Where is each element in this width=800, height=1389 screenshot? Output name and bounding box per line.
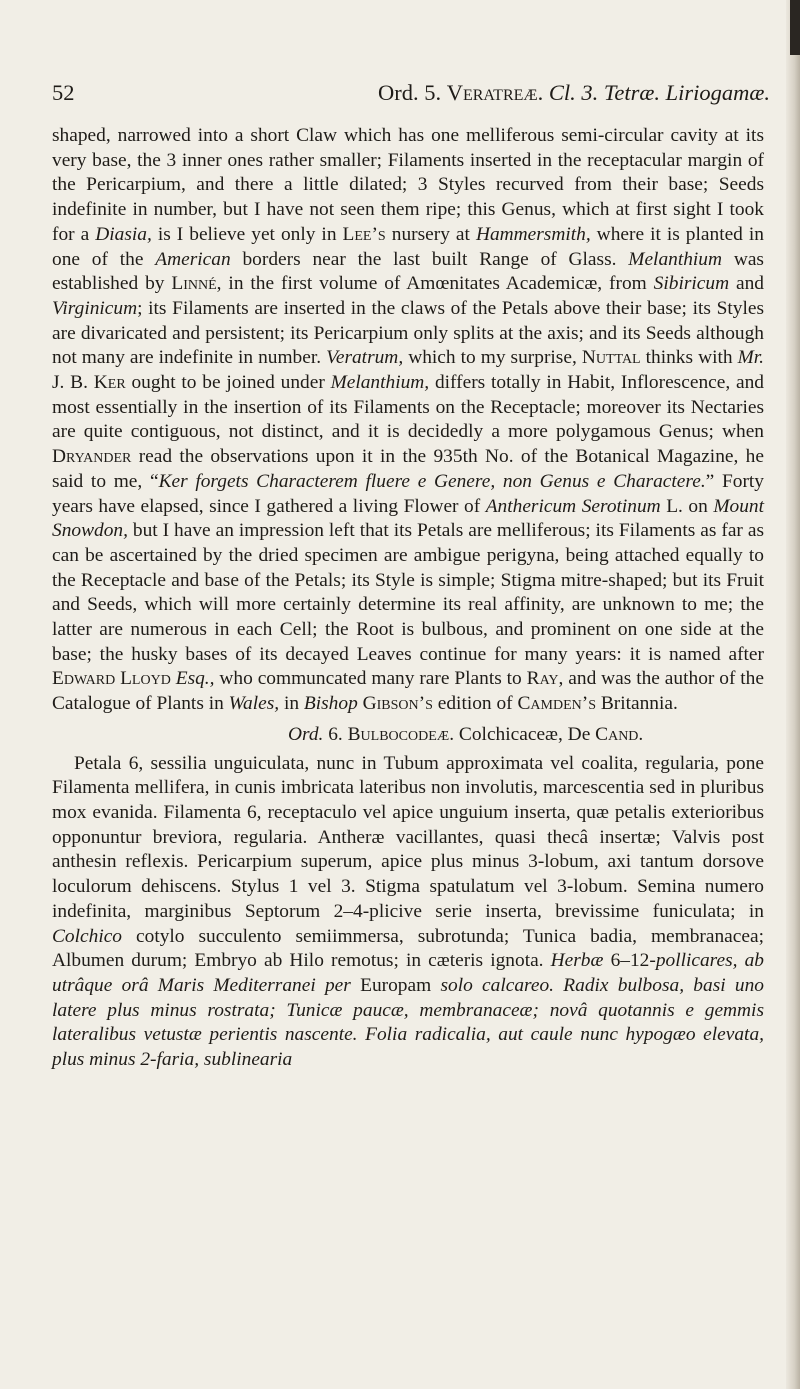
text-run: Nuttal bbox=[581, 347, 641, 369]
text-run: Bishop bbox=[303, 693, 358, 715]
text-run: but I have an impression left that its Petals are melliferous; its Filaments as far as can be ascertained by the dried specimen are ambigue perigyna, being attached equally to the Receptacle and base of the Petals; its Style is simple; Stigma mitre-shaped; but its Fruit and Seeds, which will more certainly determine its real affinity, are unknown to me; the latter are numerous in each Cell; the Root is bulbous, and prominent on one side at the base; the husky bases of its decayed Leaves continue for many years: it is named after bbox=[52, 520, 764, 665]
text-run: Cand. bbox=[595, 723, 644, 745]
text-run: Wales, bbox=[228, 693, 280, 715]
running-header bbox=[52, 80, 770, 120]
text-run: Colchicaceæ, De bbox=[454, 723, 596, 745]
text-run: where it is planted in one of the bbox=[52, 223, 764, 270]
text-run: Europam bbox=[350, 974, 441, 996]
text-run: Mr. bbox=[737, 347, 764, 369]
text-run: and bbox=[729, 273, 764, 295]
page-edge-shadow bbox=[790, 0, 800, 55]
text-run: who communcated many rare Plants to bbox=[214, 668, 527, 690]
text-run: Mount Snowdon, bbox=[52, 495, 764, 542]
text-run: nursery at bbox=[385, 223, 476, 245]
page-number: 52 bbox=[52, 80, 75, 105]
text-run: American bbox=[155, 248, 231, 270]
text-run: borders near the last built Range of Glass. bbox=[230, 248, 629, 270]
header-order: Ord. 5. bbox=[377, 80, 442, 105]
text-run: which to my surprise, bbox=[403, 347, 582, 369]
text-run: Lee’s bbox=[342, 223, 386, 245]
order-heading bbox=[52, 723, 764, 748]
text-run: Linné, bbox=[171, 273, 222, 295]
text-run: and was the author of the Catalogue of Plants in bbox=[52, 668, 764, 715]
text-run: Colchico bbox=[52, 925, 123, 947]
text-run: J. B. bbox=[52, 372, 94, 394]
text-run: Dryander bbox=[52, 446, 132, 468]
text-run: Melanthium, bbox=[330, 372, 430, 394]
text-run: shaped, narrowed into a short Claw which has one melliferous semi-circular cavity at its very base, the 3 inner ones rather smaller; Filaments inserted in the receptacular margin of the Pericarpium, and there a little dilated; 3 Styles recurved from their base; Seeds indefinite in number, but I have not seen them ripe; this Genus, which at first sight I took for a bbox=[52, 125, 764, 245]
text-run: in the first volume of Amœnitates Academicæ, from bbox=[221, 273, 654, 295]
header-title bbox=[378, 80, 770, 106]
text-run: Gibson’s bbox=[362, 693, 433, 715]
text-run: thinks with bbox=[640, 347, 738, 369]
header-family: Veratreæ. bbox=[446, 80, 544, 105]
text-run: Virginicum bbox=[52, 297, 138, 319]
body-text bbox=[52, 124, 764, 1073]
text-run: was established by bbox=[52, 248, 764, 295]
text-run: ; its Filaments are inserted in the claws of the Petals above their base; its Styles are divaricated and persistent; its Pericarpium only splits at the axis; and its Seeds although not many are indefinite in number. bbox=[52, 297, 764, 369]
text-run: Edward Lloyd bbox=[52, 668, 171, 690]
text-run: ought to be joined under bbox=[125, 372, 331, 394]
text-run: cotylo succulento semiimmersa, subrotunda; Tunica badia, membranacea; Albumen durum; Embryo ab Hilo remotus; in cæteris ignota. bbox=[52, 925, 764, 972]
text-run: Hammersmith, bbox=[475, 223, 591, 245]
text-run: Herbæ bbox=[550, 950, 604, 972]
text-run: 6. bbox=[323, 723, 348, 745]
text-run: differs totally in Habit, Inflorescence, and most essentially in the insertion of its Filaments on the Receptacle; moreover its Nectaries are quite contiguous, not distinct, and it is decidedly a more polygamous Genus; when bbox=[52, 372, 764, 443]
page-edge bbox=[786, 0, 800, 1389]
text-run: Diasia, bbox=[95, 223, 152, 245]
text-run: Ord. bbox=[288, 723, 324, 745]
text-run: Melanthium bbox=[628, 248, 723, 270]
text-run: ” Forty years have elapsed, since I gathered a living Flower of bbox=[52, 470, 764, 517]
header-class-label: Cl. 3. bbox=[548, 80, 599, 105]
text-run: Bulbocodeæ. bbox=[347, 723, 455, 745]
text-run: Veratrum, bbox=[326, 347, 404, 369]
header-class-name: Tetræ. bbox=[603, 80, 660, 105]
header-genus: Liriogamæ. bbox=[665, 80, 770, 105]
text-run: Sibiricum bbox=[653, 273, 730, 295]
paragraph-continuation bbox=[52, 124, 764, 717]
text-run: Ray, bbox=[526, 668, 564, 690]
text-run: is I believe yet only in bbox=[151, 223, 343, 245]
text-run: read the observations upon it in the 935th No. of the Botanical Magazine, he said to me, “ bbox=[52, 446, 764, 492]
text-run: L. on bbox=[660, 495, 714, 517]
text-run: pollicares, ab utrâque orâ Maris Mediterranei per bbox=[52, 950, 765, 996]
text-run: edition of bbox=[432, 693, 518, 715]
text-run: Ker bbox=[93, 372, 126, 394]
text-run: Britannia. bbox=[595, 693, 678, 715]
text-run: 6–12- bbox=[603, 950, 656, 972]
text-run: in bbox=[279, 693, 304, 715]
text-run: Anthericum Serotinum bbox=[485, 495, 661, 517]
text-run: Ker forgets Characterem fluere e Genere, non Genus e Charactere. bbox=[158, 470, 706, 492]
text-run: Esq., bbox=[175, 668, 215, 690]
text-run: Camden’s bbox=[517, 693, 596, 715]
text-run: Petala 6, sessilia unguiculata, nunc in Tubum approximata vel coalita, regularia, pone Filamenta mellifera, in cunis imbricata lateribus non involutis, marcescentia sed in pluribus mox evanida. Filamenta 6, receptaculo vel apice unguium inserta, quæ petalis exterioribus opponuntur breviora, regularia. Antheræ vacillantes, quasi thecâ insertæ; Valvis post anthesin reflexis. Pericarpium superum, apice plus minus 3-lobum, axi tantum dorsove loculorum dehiscens. Stylus 1 vel 3. Stigma spatulatum vel 3-lobum. Semina numero indefinita, marginibus Septorum 2–4-plicive serie inserta, brevissime funiculata; in bbox=[52, 752, 764, 922]
order-description bbox=[52, 752, 764, 1073]
text-run: solo calcareo. Radix bulbosa, basi uno latere plus minus rostrata; Tunicæ paucæ, membranaceæ; novâ quotannis e gemmis lateralibus vetustæ perientis nascente. Folia radicalia, aut caule nunc hypogæo elevata, plus minus 2-faria, sublinearia bbox=[52, 974, 764, 1071]
